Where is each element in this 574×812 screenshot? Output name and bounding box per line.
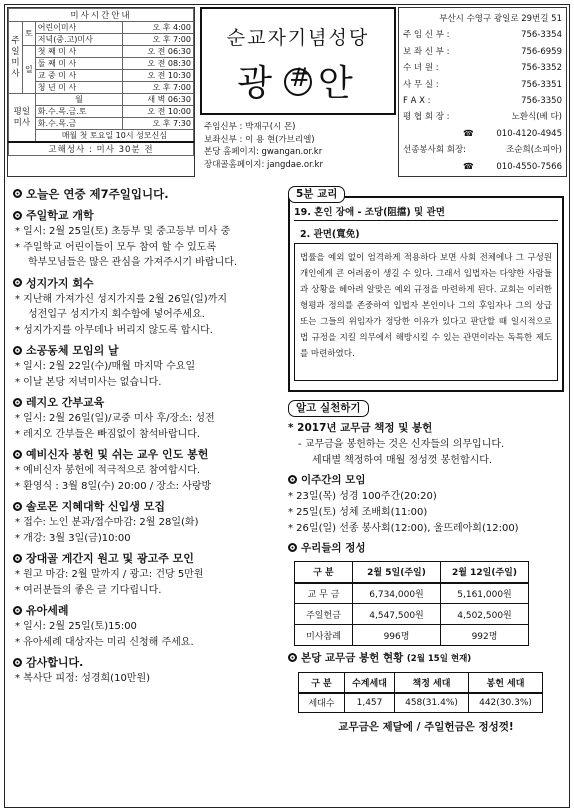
- parish-seal-icon: [284, 68, 312, 96]
- announcement-line: * 일시: 2월 25일(토) 초등부 및 중고등부 미사 중: [15, 226, 231, 237]
- table-cell: 458(31.4%): [395, 693, 469, 713]
- contact-row: [403, 126, 562, 142]
- clergy-info: [204, 121, 323, 171]
- mass-time: 새 벽 06:30: [123, 94, 194, 106]
- table-row: [299, 693, 543, 713]
- contact-label: ☎: [463, 161, 474, 172]
- table-header: 2월 12일(주일): [441, 562, 529, 583]
- header: [7, 7, 567, 177]
- teaching-tag: 5분 교리: [288, 186, 345, 203]
- radio-dot-icon: [13, 189, 22, 198]
- mass-time: 오 후 7:00: [123, 82, 194, 94]
- contact-label: 주 임 신 부 :: [403, 30, 450, 41]
- announcement-line: * 일시: 2월 22일(수)/매월 마지막 수요일: [15, 361, 196, 372]
- saturday-label: 토: [23, 22, 36, 46]
- homepage-link[interactable]: 본당 홈페이지: gwangan.or.kr: [204, 147, 323, 157]
- contact-value: 노환식(베 다): [511, 112, 562, 123]
- contact-value: 756-3354: [521, 30, 562, 41]
- table-header: 수계세대: [345, 673, 395, 693]
- mass-name: 청 년 미 사: [35, 82, 123, 94]
- table-cell: 4,502,500원: [441, 604, 529, 625]
- church-name: 순교자기념성당: [226, 27, 370, 49]
- meetings-title: 이주간의 모임: [288, 472, 564, 489]
- announcement-title: 주일학교 개학: [13, 207, 283, 224]
- announcement-line: 학부모님들은 많은 관심을 가져주시기 바랍니다.: [28, 257, 238, 268]
- announcement-title: 성지가지 회수: [13, 275, 283, 292]
- finance-title: 우리들의 정성: [288, 540, 564, 557]
- announcement-title: 감사합니다.: [13, 654, 283, 671]
- announcement-line: * 환영식 : 3월 8일(수) 20:00 / 장소: 사랑방: [15, 480, 212, 492]
- sunday-mass-label: 주일미사: [9, 22, 23, 94]
- radio-dot-icon: [13, 554, 22, 563]
- announcement-line: * 여러분들의 좋은 글 기다립니다.: [15, 584, 162, 596]
- confession-time: 고해성사 : 미사 30분 전: [9, 142, 194, 156]
- announcement-line: * 지난해 가져가신 성지가지를 2월 26일(일)까지: [15, 293, 228, 305]
- table-row: [295, 583, 529, 604]
- contact-label: 수 녀 원 :: [403, 63, 439, 74]
- radio-dot-icon: [13, 606, 22, 615]
- mass-time: 오 후 7:00: [123, 34, 194, 46]
- assistant-line: 보좌신부 : 이 용 현(가브리엘): [204, 134, 315, 145]
- mass-time: 오 후 7:30: [123, 118, 194, 130]
- mass-time: 오 전 10:00: [123, 106, 194, 118]
- announcement-line: * 성지가지를 아무데나 버리지 않도록 합시다.: [15, 324, 213, 336]
- teaching-title: 19. 혼인 장애 - 조당(阻擋) 및 관면: [294, 204, 558, 221]
- table-cell: 미사참례: [295, 625, 353, 646]
- contact-label: ☎: [463, 128, 474, 139]
- announcement-section: [13, 654, 283, 687]
- table-cell: 4,547,500원: [353, 604, 441, 625]
- announcement-section: [13, 550, 283, 598]
- announcement-title: 소공동체 모임의 날: [13, 342, 283, 359]
- contact-label: 선종봉사회 회장:: [403, 145, 467, 156]
- radio-dot-icon: [288, 475, 297, 484]
- practice-tag: 알고 실천하기: [288, 400, 369, 417]
- contact-value: 010-4550-7566: [496, 161, 562, 172]
- sunday-label: 일: [23, 46, 36, 94]
- table-header: 책정 세대: [395, 673, 469, 693]
- announcement-section: [13, 498, 283, 546]
- mass-time: 오 전 06:30: [123, 46, 194, 58]
- contact-value: 010-4120-4945: [496, 128, 562, 139]
- dues-slogan: 교무금은 제달에 / 주일헌금은 정성껏!: [338, 721, 514, 733]
- table-header: 2월 5일(주일): [353, 562, 441, 583]
- announcement-section: [13, 394, 283, 442]
- announcement-line: * 복사단 피정: 성경희(10만원): [15, 673, 151, 684]
- church-title-box: [200, 7, 396, 115]
- table-cell: 주일헌금: [295, 604, 353, 625]
- parish-name-first: 광: [237, 63, 278, 104]
- announcement-section: [13, 275, 283, 339]
- announcement-line: * 주일학교 어린이들이 모두 참여 할 수 있도록: [15, 241, 217, 253]
- contact-label: F A X :: [403, 96, 431, 107]
- dues-line: - 교무금을 봉헌하는 것은 신자들의 의무입니다.: [298, 439, 505, 450]
- mass-name: 저녁(중.고)미사: [35, 34, 123, 46]
- announcement-line: * 레지오 간부들은 빠짐없이 참석바랍니다.: [15, 428, 201, 440]
- meeting-item: * 23일(목) 성경 100주간(20:20): [288, 491, 437, 502]
- pastor-line: 주임신부 : 박재구(시 몬): [204, 122, 296, 132]
- contact-row: [403, 44, 562, 60]
- announcement-line: * 예비신자 봉헌에 적극적으로 참여합시다.: [15, 465, 201, 476]
- table-cell: 996명: [353, 625, 441, 646]
- announcement-section: [13, 207, 283, 271]
- meeting-item: * 26일(일) 선종 봉사회(12:00), 울뜨레아회(12:00): [288, 523, 519, 534]
- church-address: 부산시 수영구 광일로 29번길 51: [439, 14, 562, 24]
- mass-note: 매월 첫 토요일 10시 성모신심: [35, 130, 193, 143]
- contact-info: [398, 7, 567, 177]
- announcement-line: * 일시: 2월 26일(일)/교중 미사 후/장소: 성전: [15, 413, 215, 424]
- mass-name: 화.수.목.금.토: [35, 106, 123, 118]
- contact-value: 756-3352: [521, 63, 562, 74]
- announcement-line: * 이날 본당 저녁미사는 없습니다.: [15, 376, 162, 388]
- contact-row: [403, 93, 562, 109]
- jangdae-link[interactable]: 장대골홈페이지: jangdae.or.kr: [204, 159, 323, 170]
- mass-schedule: [7, 7, 195, 177]
- table-cell: 992명: [441, 625, 529, 646]
- contact-value: 조순희(소피아): [506, 145, 562, 156]
- announcement-line: * 일시: 2월 25일(토)15:00: [15, 621, 137, 632]
- contact-label: 보 좌 신 부 :: [403, 46, 450, 57]
- announcement-title: 예비신자 봉헌 및 쉬는 교우 인도 봉헌: [13, 446, 283, 463]
- dues-status-note: (2월 15일 현재): [406, 654, 472, 664]
- table-cell: 교 무 금: [295, 583, 353, 604]
- meeting-item: * 25일(토) 성체 조배회(11:00): [288, 507, 428, 518]
- contact-row: [403, 77, 562, 93]
- weekday-mass-label: 평일미사: [9, 94, 36, 143]
- dues-title: * 2017년 교무금 책정 및 봉헌: [288, 422, 433, 434]
- dues-status-table: [298, 672, 543, 713]
- contact-label: 사 무 실 :: [403, 79, 439, 90]
- parish-name-second: 안: [318, 63, 359, 104]
- mass-name: 어린이미사: [35, 22, 123, 34]
- announcement-section: [13, 186, 283, 203]
- radio-dot-icon: [13, 502, 22, 511]
- table-cell: 442(30.3%): [469, 693, 543, 713]
- mass-name: 첫 째 미 사: [35, 46, 123, 58]
- mass-name: 교 중 미 사: [35, 70, 123, 82]
- table-cell: 세대수: [299, 693, 345, 713]
- announcement-title: 유아세례: [13, 602, 283, 619]
- announcement-line: * 접수: 노인 분과/접수마감: 2월 28일(화): [15, 517, 199, 528]
- church-title-block: [200, 7, 396, 177]
- mass-schedule-title: 미사시간안내: [9, 9, 194, 22]
- contact-label: 평 협 회 장 :: [403, 112, 450, 123]
- table-cell: 6,734,000원: [353, 583, 441, 604]
- announcement-line: * 원고 마감: 2월 말까지 / 광고: 건당 5만원: [15, 569, 204, 580]
- radio-dot-icon: [13, 450, 22, 459]
- radio-dot-icon: [13, 211, 22, 220]
- mass-name: 월: [35, 94, 123, 106]
- contact-value: 756-6959: [521, 46, 562, 57]
- announcement-title: 솔로몬 지혜대학 신입생 모집: [13, 498, 283, 515]
- table-header: 봉헌 세대: [469, 673, 543, 693]
- radio-dot-icon: [13, 398, 22, 407]
- announcement-section: [13, 446, 283, 494]
- table-header: 구 분: [295, 562, 353, 583]
- parish-name: [202, 55, 394, 106]
- announcement-section: [13, 602, 283, 650]
- teaching-subtitle: 2. 관면(寬免): [300, 229, 360, 240]
- contact-value: 756-3350: [521, 96, 562, 107]
- table-header: 구 분: [299, 673, 345, 693]
- announcement-title: 레지오 간부교육: [13, 394, 283, 411]
- contact-value: 756-3351: [521, 79, 562, 90]
- announcement-section: [13, 342, 283, 390]
- radio-dot-icon: [13, 346, 22, 355]
- table-row: [295, 625, 529, 646]
- announcement-line: * 개강: 3월 3일(금)10:00: [15, 532, 131, 544]
- contact-row: [403, 142, 562, 158]
- announcement-line: * 유아세례 대상자는 미리 신청해 주세요.: [15, 636, 194, 648]
- radio-dot-icon: [288, 543, 297, 552]
- finance-table: [294, 561, 529, 646]
- radio-dot-icon: [13, 278, 22, 287]
- mass-time: 오 전 08:30: [123, 58, 194, 70]
- radio-dot-icon: [288, 653, 297, 662]
- table-row: [295, 604, 529, 625]
- mass-time: 오 전 10:30: [123, 70, 194, 82]
- teaching-box: [288, 196, 564, 392]
- table-cell: 1,457: [345, 693, 395, 713]
- table-cell: 5,161,000원: [441, 583, 529, 604]
- mass-name: 둘 째 미 사: [35, 58, 123, 70]
- mass-time: 오 후 4:00: [123, 22, 194, 34]
- practice-section: [288, 400, 564, 734]
- radio-dot-icon: [13, 658, 22, 667]
- mass-name: 화.수.목.금: [35, 118, 123, 130]
- contact-row: [403, 27, 562, 43]
- dues-status-title: 본당 교무금 봉헌 현황 (2월 15일 현재): [288, 650, 564, 668]
- announcement-line: 성전입구 성지가지 회수함에 넣어주세요.: [28, 309, 205, 320]
- contact-row: [403, 60, 562, 76]
- contact-row: [403, 159, 562, 175]
- dues-line: 세대별 책정하여 매월 정성껏 봉헌합시다.: [312, 455, 493, 466]
- teaching-body: 법률을 예외 없이 엄격하게 적용하다 보면 사회 전체에나 그 구성원 개인에게 큰 어려움이 생길 수 있다. 그래서 입법자는 다양한 사람들과 상황을 헤아려 알맞은 예외 규정을 마련하게 된다. 교회는 이러한 형평과 정의를 존중하여 입법자 본인이나 그의 후임자나 그의 상급 또는 그들의 위임자가 정당한 이유가 있다고 판단할 때 일시적으로 법 규정을 지킬 의무에서 해방시킬 수 있는 관면이라는 독특한 제도를 마련하였다.: [294, 243, 558, 381]
- announcement-title: 오늘은 연중 제7주일입니다.: [13, 186, 283, 203]
- right-column: [288, 186, 564, 734]
- announcement-title: 장대골 게간지 원고 및 광고주 모인: [13, 550, 283, 567]
- announcements-column: [13, 186, 283, 691]
- contact-row: [403, 109, 562, 125]
